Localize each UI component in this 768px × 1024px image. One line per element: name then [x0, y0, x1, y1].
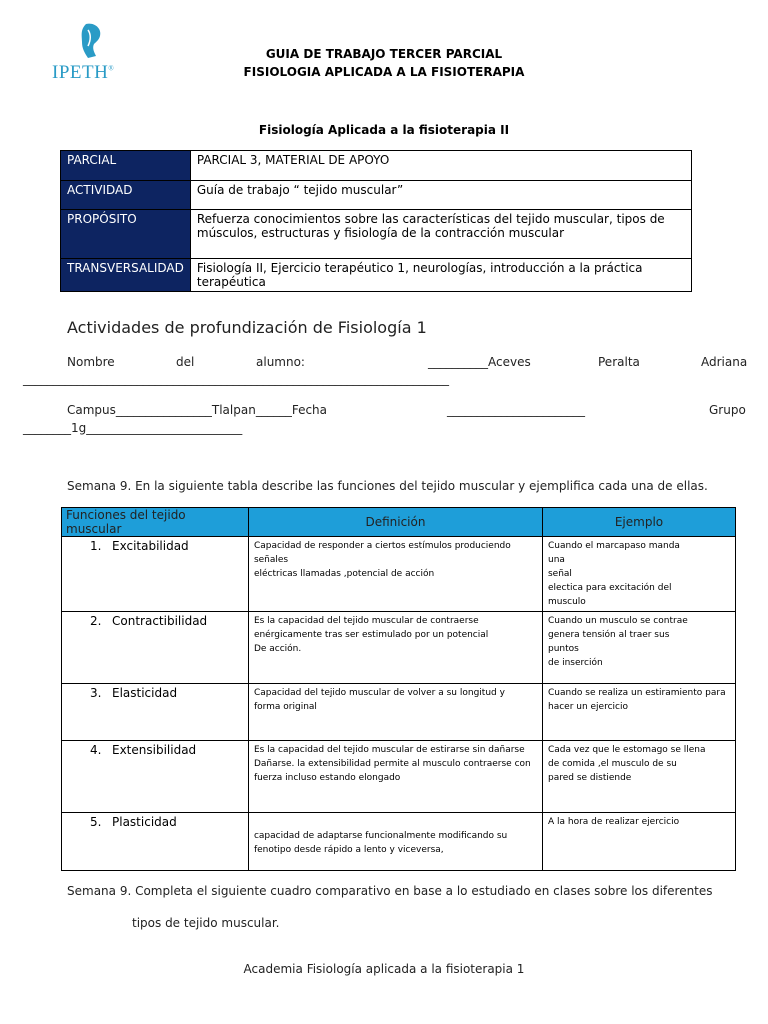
function-name: 4. Extensibilidad [62, 741, 249, 813]
definition-cell: Es la capacidad del tejido muscular de estirarse sin dañarse Dañarse. la extensibilidad permite al musculo contraerse con fuerza incluso estando elongado [248, 741, 542, 813]
function-name: 3. Elasticidad [62, 684, 249, 741]
week9-compare-instructions-cont: tipos de tejido muscular. [132, 916, 280, 930]
table-row [62, 612, 736, 684]
info-row-actividad [61, 181, 692, 210]
info-label: PROPÓSITO [61, 210, 191, 259]
student-name-part: __________Aceves [428, 355, 531, 369]
document-title: GUIA DE TRABAJO TERCER PARCIAL [265, 47, 503, 61]
definition-cell: Es la capacidad del tejido muscular de contraerse enérgicamente tras ser estimulado por un potencial De acción. [248, 612, 542, 684]
info-value: Guía de trabajo “ tejido muscular” [190, 181, 691, 210]
definition-cell: Capacidad de responder a ciertos estímulos produciendo señales eléctricas llamadas ,potencial de acción [248, 537, 542, 612]
student-label-word: del [176, 355, 195, 369]
info-value: PARCIAL 3, MATERIAL DE APOYO [190, 151, 691, 181]
table-row [62, 537, 736, 612]
week9-compare-instructions: Semana 9. Completa el siguiente cuadro comparativo en base a lo estudiado en clases sobre los diferentes [67, 884, 713, 898]
function-name: 5. Plasticidad [62, 813, 249, 871]
example-cell: Cada vez que le estomago se llena de comida ,el musculo de su pared se distiende [542, 741, 735, 813]
col-header-example: Ejemplo [542, 508, 735, 537]
info-row-proposito [61, 210, 692, 259]
campus-field: Campus________________Tlalpan______Fecha [67, 403, 328, 417]
table-row [62, 741, 736, 813]
muscle-functions-table [61, 507, 736, 871]
student-name-part: Adriana [701, 355, 748, 369]
info-label: TRANSVERSALIDAD [61, 259, 191, 292]
table-row [62, 684, 736, 741]
student-name-part: Peralta [598, 355, 640, 369]
document-subtitle: FISIOLOGIA APLICADA A LA FISIOTERAPIA [243, 65, 525, 79]
student-label-word: Nombre [67, 355, 115, 369]
course-title: Fisiología Aplicada a la fisioterapia II [258, 123, 510, 137]
function-name: 2. Contractibilidad [62, 612, 249, 684]
info-row-transversalidad [61, 259, 692, 292]
logo-wordmark: IPETH® [52, 62, 115, 83]
date-blank: _______________________ [447, 403, 585, 417]
page-footer: Academia Fisiología aplicada a la fisioterapia 1 [243, 962, 525, 976]
week9-instructions: Semana 9. En la siguiente tabla describe las funciones del tejido muscular y ejemplifica cada una de ellas. [67, 479, 708, 493]
info-label: PARCIAL [61, 151, 191, 181]
table-header-row [62, 508, 736, 537]
col-header-function: Funciones del tejido muscular [62, 508, 249, 537]
info-value: Fisiología II, Ejercicio terapéutico 1, neurologías, introducción a la práctica terapéutica [190, 259, 691, 292]
definition-cell: capacidad de adaptarse funcionalmente modificando su fenotipo desde rápido a lento y viceversa, [248, 813, 542, 871]
definition-cell: Capacidad del tejido muscular de volver a su longitud y forma original [248, 684, 542, 741]
example-cell: Cuando se realiza un estiramiento para hacer un ejercicio [542, 684, 735, 741]
info-label: ACTIVIDAD [61, 181, 191, 210]
info-value: Refuerza conocimientos sobre las características del tejido muscular, tipos de músculos, estructuras y fisiología de la contracción muscular [190, 210, 691, 259]
col-header-definition: Definición [248, 508, 542, 537]
grupo-label: Grupo [709, 403, 746, 417]
section-heading: Actividades de profundización de Fisiología 1 [67, 318, 427, 337]
info-table [60, 150, 692, 292]
example-cell: Cuando el marcapaso manda una señal electica para excitación del musculo [542, 537, 735, 612]
function-name: 1. Excitabilidad [62, 537, 249, 612]
student-label-word: alumno: [256, 355, 305, 369]
grupo-field: ________1g__________________________ [23, 421, 243, 435]
table-row [62, 813, 736, 871]
example-cell: Cuando un musculo se contrae genera tensión al traer sus puntos de inserción [542, 612, 735, 684]
example-cell: A la hora de realizar ejercicio [542, 813, 735, 871]
student-name-blank: _______________________________________________________________________ [23, 372, 449, 386]
info-row-parcial [61, 151, 692, 181]
